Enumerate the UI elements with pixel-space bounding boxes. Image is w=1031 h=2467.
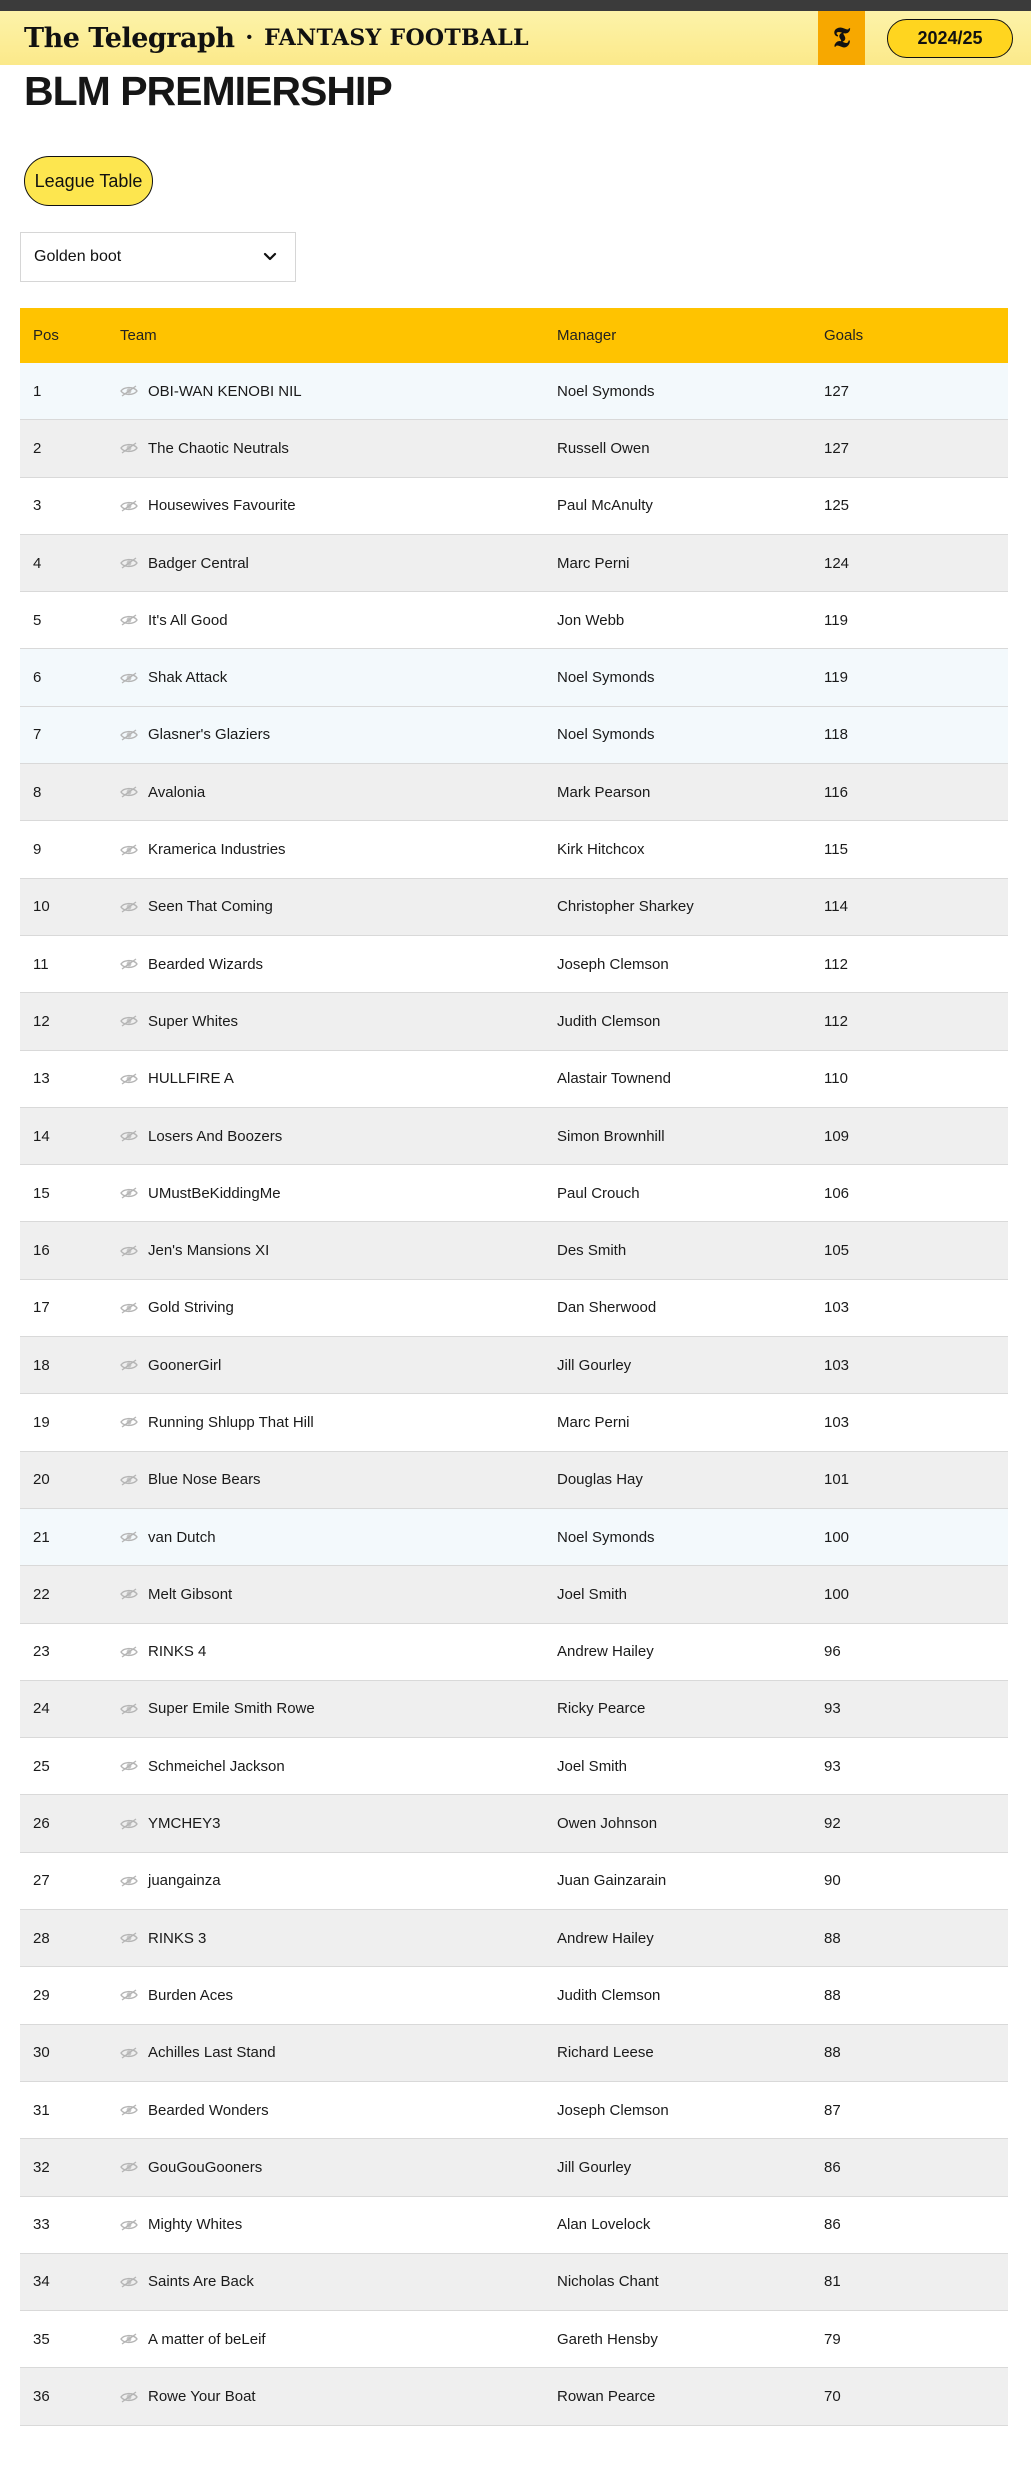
row-team[interactable] xyxy=(120,1815,557,1832)
row-manager: Richard Leese xyxy=(557,2044,654,2062)
row-manager: Marc Perni xyxy=(557,554,630,572)
row-goals: 103 xyxy=(824,1413,850,1431)
row-team[interactable] xyxy=(120,383,557,400)
row-manager: Kirk Hitchcox xyxy=(557,841,645,859)
row-position: 26 xyxy=(33,1815,50,1833)
row-manager: Douglas Hay xyxy=(557,1471,643,1489)
row-position: 21 xyxy=(33,1528,50,1546)
row-team-name[interactable]: Blue Nose Bears xyxy=(148,1471,261,1489)
row-position: 20 xyxy=(33,1471,50,1489)
table-row[interactable] xyxy=(20,478,1008,535)
row-goals: 127 xyxy=(824,439,850,457)
table-row[interactable] xyxy=(20,821,1008,878)
row-goals: 79 xyxy=(824,2330,841,2348)
table-row[interactable] xyxy=(20,1509,1008,1566)
eye-icon[interactable] xyxy=(120,1245,138,1257)
eye-icon[interactable] xyxy=(120,2161,138,2173)
row-position: 11 xyxy=(33,955,49,973)
row-goals: 87 xyxy=(824,2101,841,2119)
row-team[interactable] xyxy=(120,898,557,915)
row-team-name[interactable]: Bearded Wizards xyxy=(148,955,264,973)
row-position: 6 xyxy=(33,669,42,687)
row-goals: 115 xyxy=(824,841,848,859)
row-manager: Joel Smith xyxy=(557,1757,628,1775)
row-goals: 86 xyxy=(824,2216,841,2234)
row-goals: 70 xyxy=(824,2388,841,2406)
row-team[interactable] xyxy=(120,2273,557,2290)
browser-top-strip xyxy=(0,0,1031,11)
row-team-name[interactable]: van Dutch xyxy=(148,1528,216,1546)
table-row[interactable] xyxy=(20,1795,1008,1852)
row-goals: 116 xyxy=(824,783,848,801)
table-row[interactable] xyxy=(20,1967,1008,2024)
row-goals: 100 xyxy=(824,1585,850,1603)
row-manager: Dan Sherwood xyxy=(557,1299,657,1317)
table-row[interactable] xyxy=(20,363,1008,420)
row-manager: Noel Symonds xyxy=(557,669,655,687)
row-team-name[interactable]: Bearded Wonders xyxy=(148,2101,269,2119)
row-position: 4 xyxy=(33,554,42,572)
row-team[interactable] xyxy=(120,2331,557,2348)
row-team[interactable] xyxy=(120,497,557,514)
row-goals: 112 xyxy=(824,1012,848,1030)
row-manager: Noel Symonds xyxy=(557,1528,655,1546)
column-header-manager[interactable]: Manager xyxy=(557,327,617,344)
table-row[interactable] xyxy=(20,2311,1008,2368)
row-position: 18 xyxy=(33,1356,50,1374)
row-position: 12 xyxy=(33,1012,50,1030)
table-row[interactable] xyxy=(20,936,1008,993)
table-header xyxy=(20,308,1008,363)
row-team-name[interactable]: HULLFIRE A xyxy=(148,1070,234,1088)
table-row[interactable] xyxy=(20,879,1008,936)
row-team-name[interactable]: A matter of beLeif xyxy=(148,2330,266,2348)
eye-icon[interactable] xyxy=(120,1989,138,2001)
row-team-name[interactable]: Schmeichel Jackson xyxy=(148,1757,285,1775)
row-team-name[interactable]: The Chaotic Neutrals xyxy=(148,439,289,457)
row-position: 31 xyxy=(33,2101,50,2119)
eye-icon[interactable] xyxy=(120,1703,138,1715)
table-row[interactable] xyxy=(20,592,1008,649)
eye-icon[interactable] xyxy=(120,442,138,454)
eye-icon[interactable] xyxy=(120,614,138,626)
row-manager: Andrew Hailey xyxy=(557,1643,654,1661)
page-title: BLM PREMIERSHIP xyxy=(24,68,392,114)
row-position: 24 xyxy=(33,1700,50,1718)
eye-icon[interactable] xyxy=(120,1932,138,1944)
eye-icon[interactable] xyxy=(120,901,138,913)
row-team-name[interactable]: Achilles Last Stand xyxy=(148,2044,276,2062)
row-manager: Andrew Hailey xyxy=(557,1929,654,1947)
row-team-name[interactable]: Kramerica Industries xyxy=(148,841,286,859)
row-team-name[interactable]: Glasner's Glaziers xyxy=(148,726,271,744)
table-row[interactable] xyxy=(20,1681,1008,1738)
row-manager: Judith Clemson xyxy=(557,1012,661,1030)
row-manager: Marc Perni xyxy=(557,1413,630,1431)
row-team[interactable] xyxy=(120,2159,557,2176)
row-team[interactable] xyxy=(120,1529,557,1546)
row-team[interactable] xyxy=(120,1700,557,1717)
eye-icon[interactable] xyxy=(120,1818,138,1830)
row-team[interactable] xyxy=(120,1586,557,1603)
table-row[interactable] xyxy=(20,420,1008,477)
row-team-name[interactable]: Seen That Coming xyxy=(148,898,273,916)
table-row[interactable] xyxy=(20,649,1008,706)
eye-icon[interactable] xyxy=(120,557,138,569)
row-goals: 124 xyxy=(824,554,850,572)
row-position: 13 xyxy=(33,1070,50,1088)
table-row[interactable] xyxy=(20,764,1008,821)
site-header xyxy=(0,11,1031,65)
row-team-name[interactable]: Jen's Mansions XI xyxy=(148,1242,270,1260)
row-position: 29 xyxy=(33,1986,50,2004)
row-team-name[interactable]: It's All Good xyxy=(148,611,228,629)
table-row[interactable] xyxy=(20,2139,1008,2196)
row-team-name[interactable]: UMustBeKiddingMe xyxy=(148,1184,281,1202)
row-team-name[interactable]: GouGouGooners xyxy=(148,2158,263,2176)
row-goals: 88 xyxy=(824,1929,841,1947)
row-position: 2 xyxy=(33,439,42,457)
eye-icon[interactable] xyxy=(120,2104,138,2116)
eye-icon[interactable] xyxy=(120,500,138,512)
eye-icon[interactable] xyxy=(120,2391,138,2403)
column-header-pos[interactable]: Pos xyxy=(33,327,59,344)
eye-icon[interactable] xyxy=(120,1646,138,1658)
row-goals: 109 xyxy=(824,1127,850,1145)
row-manager: Christopher Sharkey xyxy=(557,898,694,916)
eye-icon[interactable] xyxy=(120,1531,138,1543)
table-body xyxy=(20,363,1008,2426)
row-goals: 103 xyxy=(824,1299,850,1317)
brand-separator: • xyxy=(246,29,253,46)
row-goals: 118 xyxy=(824,726,848,744)
row-manager: Jill Gourley xyxy=(557,2158,632,2176)
row-goals: 88 xyxy=(824,1986,841,2004)
row-manager: Alan Lovelock xyxy=(557,2216,651,2234)
row-team-name[interactable]: Saints Are Back xyxy=(148,2273,254,2291)
eye-icon[interactable] xyxy=(120,1760,138,1772)
row-goals: 93 xyxy=(824,1700,841,1718)
stat-filter-value: Golden boot xyxy=(34,248,122,265)
row-position: 9 xyxy=(33,841,42,859)
table-row[interactable] xyxy=(20,1280,1008,1337)
row-team-name[interactable]: Running Shlupp That Hill xyxy=(148,1413,314,1431)
table-row[interactable] xyxy=(20,1452,1008,1509)
row-team[interactable] xyxy=(120,1242,557,1259)
row-position: 5 xyxy=(33,611,42,629)
table-row[interactable] xyxy=(20,2254,1008,2311)
row-position: 33 xyxy=(33,2216,50,2234)
row-team[interactable] xyxy=(120,2102,557,2119)
row-position: 34 xyxy=(33,2273,50,2291)
row-goals: 125 xyxy=(824,497,850,515)
table-row[interactable] xyxy=(20,707,1008,764)
eye-icon[interactable] xyxy=(120,2276,138,2288)
row-team-name[interactable]: Melt Gibsont xyxy=(148,1585,233,1603)
row-goals: 119 xyxy=(824,669,848,687)
row-position: 8 xyxy=(33,783,42,801)
row-team[interactable] xyxy=(120,669,557,686)
eye-icon[interactable] xyxy=(120,1875,138,1887)
row-team[interactable] xyxy=(120,1013,557,1030)
row-position: 17 xyxy=(33,1299,50,1317)
eye-icon[interactable] xyxy=(120,1073,138,1085)
row-manager: Paul Crouch xyxy=(557,1184,640,1202)
eye-icon[interactable] xyxy=(120,1302,138,1314)
row-goals: 90 xyxy=(824,1872,841,1890)
brand-name: The Telegraph xyxy=(24,22,235,54)
row-position: 22 xyxy=(33,1585,50,1603)
eye-icon[interactable] xyxy=(120,672,138,684)
table-row[interactable] xyxy=(20,1624,1008,1681)
row-goals: 119 xyxy=(824,611,848,629)
row-goals: 127 xyxy=(824,382,850,400)
row-manager: Paul McAnulty xyxy=(557,497,653,515)
eye-icon[interactable] xyxy=(120,2333,138,2345)
eye-icon[interactable] xyxy=(120,1015,138,1027)
row-position: 23 xyxy=(33,1643,50,1661)
eye-icon[interactable] xyxy=(120,729,138,741)
row-manager: Rowan Pearce xyxy=(557,2388,656,2406)
row-position: 28 xyxy=(33,1929,50,1947)
row-team[interactable] xyxy=(120,1758,557,1775)
eye-icon[interactable] xyxy=(120,844,138,856)
row-team-name[interactable]: Gold Striving xyxy=(148,1299,234,1317)
table-row[interactable] xyxy=(20,1394,1008,1451)
row-manager: Joseph Clemson xyxy=(557,955,669,973)
row-team-name[interactable]: Rowe Your Boat xyxy=(148,2388,256,2406)
row-position: 10 xyxy=(33,898,50,916)
row-team[interactable] xyxy=(120,1299,557,1316)
eye-icon[interactable] xyxy=(120,786,138,798)
table-row[interactable] xyxy=(20,1566,1008,1623)
row-manager: Jon Webb xyxy=(557,611,625,629)
product-name: FANTASY FOOTBALL xyxy=(264,25,529,51)
row-manager: Des Smith xyxy=(557,1242,627,1260)
brand-logo[interactable] xyxy=(24,22,529,54)
eye-icon[interactable] xyxy=(120,1359,138,1371)
row-team[interactable] xyxy=(120,555,557,572)
table-row[interactable] xyxy=(20,1222,1008,1279)
row-manager: Ricky Pearce xyxy=(557,1700,646,1718)
row-team-name[interactable]: Shak Attack xyxy=(148,669,228,687)
eye-icon[interactable] xyxy=(120,1416,138,1428)
row-position: 19 xyxy=(33,1413,50,1431)
row-goals: 106 xyxy=(824,1184,850,1202)
row-team-name[interactable]: GoonerGirl xyxy=(148,1356,222,1374)
row-position: 32 xyxy=(33,2158,50,2176)
row-position: 1 xyxy=(33,382,42,400)
row-goals: 96 xyxy=(824,1643,841,1661)
row-team[interactable] xyxy=(120,1128,557,1145)
row-team-name[interactable]: Mighty Whites xyxy=(148,2216,243,2234)
row-goals: 114 xyxy=(824,898,848,916)
row-team-name[interactable]: Super Emile Smith Rowe xyxy=(148,1700,315,1718)
eye-icon[interactable] xyxy=(120,2219,138,2231)
row-manager: Gareth Hensby xyxy=(557,2330,658,2348)
row-goals: 105 xyxy=(824,1242,850,1260)
table-row[interactable] xyxy=(20,1165,1008,1222)
table-row[interactable] xyxy=(20,2197,1008,2254)
row-team[interactable] xyxy=(120,956,557,973)
row-team[interactable] xyxy=(120,1643,557,1660)
row-team[interactable] xyxy=(120,1987,557,2004)
table-row[interactable] xyxy=(20,1853,1008,1910)
row-team[interactable] xyxy=(120,841,557,858)
row-team[interactable] xyxy=(120,440,557,457)
table-row[interactable] xyxy=(20,1738,1008,1795)
league-table xyxy=(20,308,1008,2426)
row-manager: Nicholas Chant xyxy=(557,2273,659,2291)
eye-icon[interactable] xyxy=(120,1187,138,1199)
row-manager: Mark Pearson xyxy=(557,783,651,801)
stat-filter-select[interactable] xyxy=(20,232,296,282)
row-team[interactable] xyxy=(120,612,557,629)
eye-icon[interactable] xyxy=(120,1588,138,1600)
row-goals: 93 xyxy=(824,1757,841,1775)
row-manager: Jill Gourley xyxy=(557,1356,632,1374)
row-team-name[interactable]: RINKS 4 xyxy=(148,1643,207,1661)
table-row[interactable] xyxy=(20,2082,1008,2139)
row-team-name[interactable]: OBI-WAN KENOBI NIL xyxy=(148,382,302,400)
row-team[interactable] xyxy=(120,784,557,801)
table-row[interactable] xyxy=(20,993,1008,1050)
row-goals: 100 xyxy=(824,1528,850,1546)
row-team[interactable] xyxy=(120,1070,557,1087)
row-team-name[interactable]: Super Whites xyxy=(148,1012,239,1030)
league-table-pill[interactable]: League Table xyxy=(24,156,153,206)
table-row[interactable] xyxy=(20,1910,1008,1967)
row-manager: Owen Johnson xyxy=(557,1815,658,1833)
row-team-name[interactable]: YMCHEY3 xyxy=(148,1815,221,1833)
row-team-name[interactable]: Housewives Favourite xyxy=(148,497,296,515)
season-button[interactable]: 2024/25 xyxy=(887,19,1013,58)
row-manager: Judith Clemson xyxy=(557,1986,661,2004)
row-manager: Joseph Clemson xyxy=(557,2101,669,2119)
row-team[interactable] xyxy=(120,1414,557,1431)
eye-icon[interactable] xyxy=(120,1130,138,1142)
table-row[interactable] xyxy=(20,2368,1008,2425)
row-team[interactable] xyxy=(120,1471,557,1488)
row-goals: 103 xyxy=(824,1356,850,1374)
row-team-name[interactable]: RINKS 3 xyxy=(148,1929,207,1947)
row-goals: 110 xyxy=(824,1070,848,1088)
eye-icon[interactable] xyxy=(120,958,138,970)
row-manager: Noel Symonds xyxy=(557,726,655,744)
row-position: 25 xyxy=(33,1757,50,1775)
row-team[interactable] xyxy=(120,1930,557,1947)
row-manager: Alastair Townend xyxy=(557,1070,671,1088)
row-team[interactable] xyxy=(120,1872,557,1889)
column-header-goals[interactable]: Goals xyxy=(824,327,864,344)
row-position: 14 xyxy=(33,1127,50,1145)
eye-icon[interactable] xyxy=(120,2047,138,2059)
row-team[interactable] xyxy=(120,1185,557,1202)
table-row[interactable] xyxy=(20,2025,1008,2082)
row-position: 16 xyxy=(33,1242,50,1260)
eye-icon[interactable] xyxy=(120,1474,138,1486)
row-manager: Russell Owen xyxy=(557,439,650,457)
row-manager: Juan Gainzarain xyxy=(557,1872,667,1890)
row-team[interactable] xyxy=(120,2388,557,2405)
row-goals: 101 xyxy=(824,1471,850,1489)
row-team-name[interactable]: Burden Aces xyxy=(148,1986,234,2004)
row-goals: 112 xyxy=(824,955,848,973)
row-manager: Noel Symonds xyxy=(557,382,655,400)
row-position: 3 xyxy=(33,497,42,515)
row-goals: 88 xyxy=(824,2044,841,2062)
row-team-name[interactable]: Avalonia xyxy=(148,783,206,801)
row-position: 36 xyxy=(33,2388,50,2406)
row-team[interactable] xyxy=(120,2216,557,2233)
row-team-name[interactable]: juangainza xyxy=(148,1872,221,1890)
row-team[interactable] xyxy=(120,1357,557,1374)
table-row[interactable] xyxy=(20,1051,1008,1108)
row-team-name[interactable]: Badger Central xyxy=(148,554,249,572)
row-manager: Simon Brownhill xyxy=(557,1127,665,1145)
eye-icon[interactable] xyxy=(120,385,138,397)
row-goals: 81 xyxy=(824,2273,841,2291)
table-row[interactable] xyxy=(20,535,1008,592)
row-goals: 86 xyxy=(824,2158,841,2176)
table-row[interactable] xyxy=(20,1337,1008,1394)
row-position: 35 xyxy=(33,2330,50,2348)
row-position: 27 xyxy=(33,1872,50,1890)
row-team[interactable] xyxy=(120,726,557,743)
row-position: 15 xyxy=(33,1184,50,1202)
table-row[interactable] xyxy=(20,1108,1008,1165)
row-goals: 92 xyxy=(824,1815,841,1833)
row-manager: Joel Smith xyxy=(557,1585,628,1603)
telegraph-t-icon[interactable]: 𝕿 xyxy=(818,11,865,65)
chevron-down-icon xyxy=(262,248,278,264)
row-position: 30 xyxy=(33,2044,50,2062)
row-team[interactable] xyxy=(120,2044,557,2061)
row-team-name[interactable]: Losers And Boozers xyxy=(148,1127,283,1145)
column-header-team[interactable]: Team xyxy=(120,327,157,344)
row-position: 7 xyxy=(33,726,42,744)
